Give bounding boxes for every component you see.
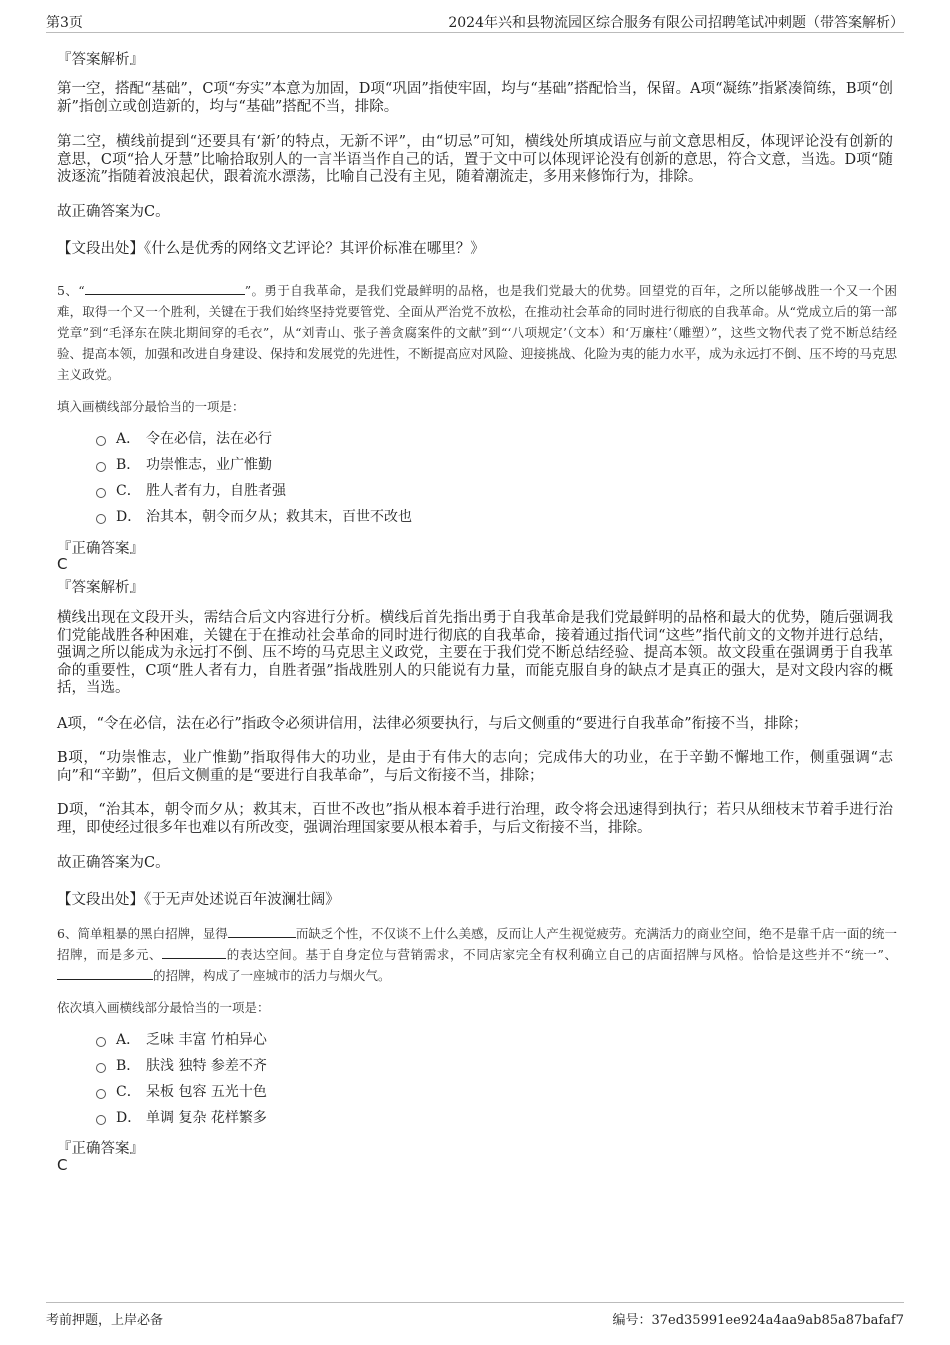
- q5-analysis-p4: D项，“治其本，朝令而夕从；救其末，百世不改也”指从根本着手进行治理，政令将会迅速得到执行；若只从细枝末节着手进行治理，即使经过很多年也难以有所改变，强调治理国家要从根本着手，与后文衔接不当，排除。: [57, 802, 893, 836]
- q5-analysis-p2: A项，“令在必信，法在必行”指政令必须讲信用，法律必须要执行，与后文侧重的“要进行自我革命”衔接不当，排除；: [57, 716, 808, 732]
- q6-blank-3: [57, 967, 153, 980]
- q5-prompt: 填入画横线部分最恰当的一项是：: [57, 399, 245, 414]
- option-text: 单调 复杂 花样繁多: [146, 1110, 267, 1126]
- q5-answer: C: [57, 555, 68, 573]
- option-letter: C．: [116, 1084, 141, 1100]
- q5-option-d[interactable]: [96, 506, 412, 528]
- option-letter: A．: [116, 1032, 141, 1048]
- page-footer: [46, 1302, 904, 1331]
- option-letter: B．: [116, 457, 141, 473]
- document-id: 编号：37ed35991ee924a4aa9ab85a87bafaf7: [612, 1313, 904, 1328]
- q6-question-text: [57, 923, 897, 986]
- q6-blank-2: [162, 946, 226, 959]
- radio-icon[interactable]: [96, 462, 106, 472]
- q5-analysis-p1: 横线出现在文段开头，需结合后文内容进行分析。横线后首先指出勇于自我革命是我们党最鲜明的品格和最大的优势，随后强调我们党能战胜各种困难，关键在于在推动社会革命的同时进行彻底的自我革命，接着通过指代词“这些”指代前文的文物并进行总结，强调之所以能成为永远打不倒、压不垮的马克思主义政党，主要在于我们党不断总结经验、提高本领。故文段重在强调勇于自我革命的重要性，C项“胜人者有力，自胜者强”指战胜别人的只能说有力量，而能克服自身的缺点才是真正的强大，是对文段内容的概括，当选。: [57, 610, 893, 696]
- q5-source-title: 《于无声处述说百年波澜壮阔》: [144, 892, 340, 908]
- footer-slogan: 考前押题，上岸必备: [46, 1313, 164, 1328]
- option-letter: A．: [116, 431, 141, 447]
- q6-text-1: 6、简单粗暴的黑白招牌，显得: [57, 926, 228, 941]
- source-prefix: 【文段出处】: [57, 241, 144, 257]
- q4-analysis-p2: 第二空，横线前提到“还要具有‘新’的特点，无新不评”，由“切忌”可知，横线处所填成语应与前文意思相反，体现评论没有创新的意思，C项“拾人牙慧”比喻拾取别人的一言半语当作自己的话，置于文中可以体现评论没有创新的意思，符合文意，当选。D项“随波逐流”指随着波浪起伏，跟着流水漂荡，比喻自己没有主见，随着潮流走，多用来修饰行为，排除。: [57, 134, 893, 185]
- option-text: 功崇惟志，业广惟勤: [146, 457, 272, 473]
- q6-correct-label: 『正确答案』: [57, 1141, 144, 1157]
- radio-icon[interactable]: [96, 1063, 106, 1073]
- radio-icon[interactable]: [96, 1115, 106, 1125]
- q4-analysis-label: 『答案解析』: [57, 52, 144, 68]
- radio-icon[interactable]: [96, 514, 106, 524]
- q5-body: ”。勇于自我革命，是我们党最鲜明的品格，也是我们党最大的优势。回望党的百年，之所以能够战胜一个又一个困难，取得一个又一个胜利，关键在于我们始终坚持党要管党、全面从严治党不放松，在推动社会革命的同时进行彻底的自我革命。从“党成立后的第一部党章”到“毛泽东在陕北期间穿的毛衣”，从“刘青山、张子善贪腐案件的文献”到“‘八项规定’（文本）和‘万廉柱’（雕塑）”，这些文物代表了党不断总结经验、提高本领，加强和改进自身建设、保持和发展党的先进性，不断提高应对风险、迎接挑战、化险为夷的能力水平，成为永远打不倒、压不垮的马克思主义政党。: [57, 283, 897, 382]
- q6-option-a[interactable]: [96, 1029, 267, 1051]
- q6-option-c[interactable]: [96, 1081, 267, 1103]
- q6-prompt: 依次填入画横线部分最恰当的一项是：: [57, 1000, 270, 1015]
- q5-source: [57, 888, 340, 909]
- option-text: 令在必信，法在必行: [146, 431, 272, 447]
- q4-source: [57, 237, 485, 258]
- page-number: 第3页: [46, 15, 83, 31]
- q4-analysis-p1: 第一空，搭配“基础”，C项“夯实”本意为加固，D项“巩固”指使牢固，均与“基础”搭配恰当，保留。A项“凝练”指紧凑简练，B项“创新”指创立或创造新的，均与“基础”搭配不当，排除。: [57, 81, 893, 115]
- option-letter: D．: [116, 509, 142, 525]
- option-letter: D．: [116, 1110, 142, 1126]
- q5-analysis-label: 『答案解析』: [57, 580, 144, 596]
- q5-lead: 5、“: [57, 283, 85, 298]
- radio-icon[interactable]: [96, 488, 106, 498]
- q6-text-3: 的表达空间。基于自身定位与营销需求，不同店家完全有权利确立自己的店面招牌与风格。恰恰是这些并不“统一”、: [226, 947, 897, 962]
- q5-conclusion: 故正确答案为C。: [57, 855, 170, 871]
- q5-blank: [85, 282, 245, 295]
- q6-text-2: 而缺乏个性，不仅谈不上什么美感，反而让人产生视觉疲劳。充满活力的商业空间，绝不是靠千店一面的统一招牌，而是多元、: [57, 926, 897, 962]
- q6-text-4: 的招牌，构成了一座城市的活力与烟火气。: [153, 968, 391, 983]
- page-header: [46, 12, 904, 33]
- option-text: 胜人者有力，自胜者强: [146, 483, 286, 499]
- radio-icon[interactable]: [96, 436, 106, 446]
- q5-option-a[interactable]: [96, 428, 272, 450]
- radio-icon[interactable]: [96, 1089, 106, 1099]
- q5-option-c[interactable]: [96, 480, 286, 502]
- q6-option-d[interactable]: [96, 1107, 267, 1129]
- option-text: 乏味 丰富 竹柏异心: [146, 1032, 267, 1048]
- option-text: 呆板 包容 五光十色: [146, 1084, 267, 1100]
- q6-option-b[interactable]: [96, 1055, 267, 1077]
- q5-question-text: [57, 280, 897, 385]
- q5-option-b[interactable]: [96, 454, 272, 476]
- q4-source-title: 《什么是优秀的网络文艺评论？其评价标准在哪里？》: [144, 241, 485, 257]
- option-letter: C．: [116, 483, 141, 499]
- option-letter: B．: [116, 1058, 141, 1074]
- q6-blank-1: [228, 925, 296, 938]
- radio-icon[interactable]: [96, 1037, 106, 1047]
- source-prefix: 【文段出处】: [57, 892, 144, 908]
- option-text: 肤浅 独特 参差不齐: [146, 1058, 267, 1074]
- q4-conclusion: 故正确答案为C。: [57, 204, 170, 220]
- q5-analysis-p3: B项，“功崇惟志，业广惟勤”指取得伟大的功业，是由于有伟大的志向；完成伟大的功业，在于辛勤不懈地工作，侧重强调“志向”和“辛勤”，但后文侧重的是“要进行自我革命”，与后文衔接不当，排除；: [57, 750, 893, 784]
- document-title: 2024年兴和县物流园区综合服务有限公司招聘笔试冲刺题（带答案解析）: [448, 15, 904, 31]
- q6-answer: C: [57, 1156, 68, 1174]
- option-text: 治其本，朝令而夕从；救其末，百世不改也: [146, 509, 412, 525]
- q5-correct-label: 『正确答案』: [57, 541, 144, 557]
